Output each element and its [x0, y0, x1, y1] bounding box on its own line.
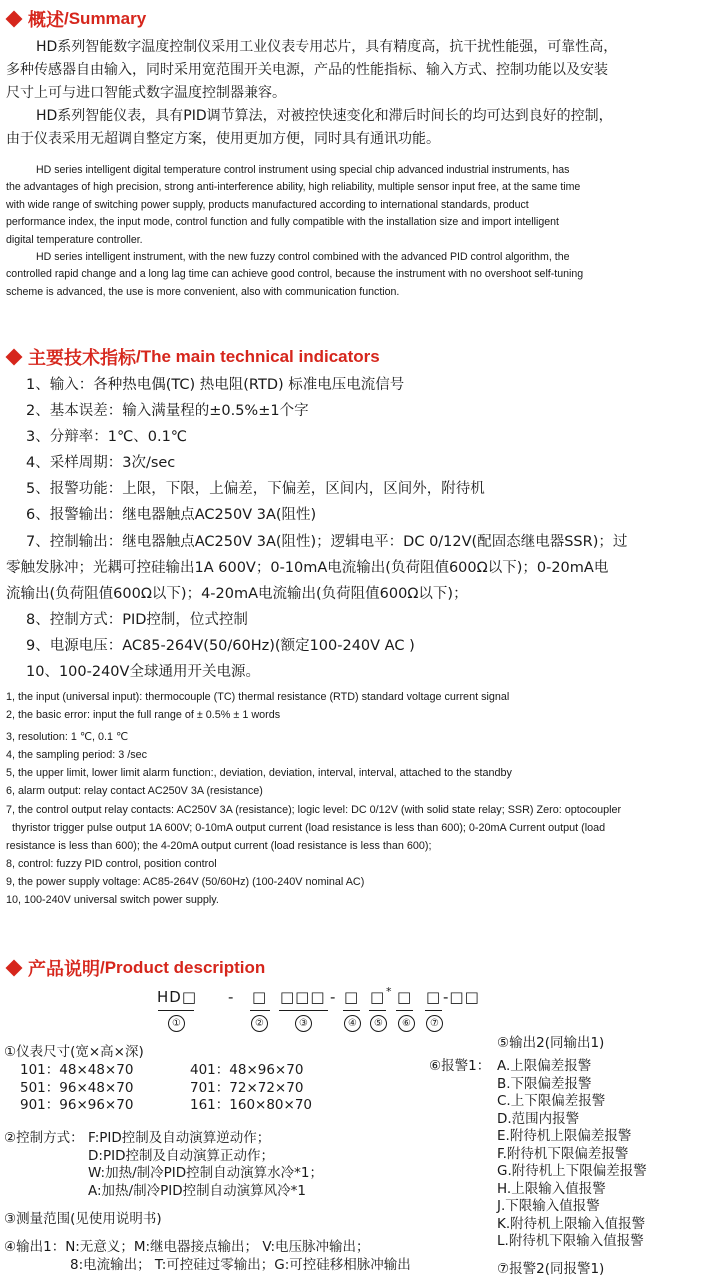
diamond-bullet-icon: [6, 349, 23, 366]
text-line: HD系列智能仪表，具有PID调节算法，对被控快速变化和滞后时间长的均可达到良好的控制，: [36, 108, 613, 124]
text-line: HD series intelligent instrument, with the new fuzzy control combined with the advanced PID control algorithm, the: [36, 251, 570, 264]
indicators-list-en: [6, 688, 621, 909]
list-item: W:加热/制冷PID控制自动演算水冷*1；: [88, 1165, 324, 1181]
control-title: ②控制方式：: [4, 1130, 84, 1146]
product-heading-en: /Product description: [100, 958, 266, 977]
indicators-heading-en: /The main technical indicators: [136, 347, 380, 366]
size-title: ①仪表尺寸(宽×高×深): [4, 1044, 144, 1060]
marker-5: ⑤: [370, 1015, 387, 1032]
list-item: 501：96×48×70: [20, 1079, 134, 1096]
code-seg7: □: [426, 988, 442, 1006]
list-item: C.上下限偏差报警: [497, 1093, 606, 1109]
list-item: 6、报警输出：继电器触点AC250V 3A(阻性): [26, 507, 317, 524]
indicators-heading: [6, 344, 380, 370]
list-item: 流输出(负荷阻值600Ω以下)；4-20mA电流输出(负荷阻值600Ω以下)；: [6, 585, 468, 602]
text-line: 多种传感器自由输入，同时采用宽范围开关电源，产品的性能指标、输入方式、控制功能以及安装: [6, 62, 608, 78]
code-underline: [250, 1010, 270, 1011]
list-item: G.附待机上下限偏差报警: [497, 1163, 647, 1179]
list-item: 零触发脉冲；光耦可控硅输出1A 600V；0-10mA电流输出(负荷阻值600Ω以下)；0-20mA电: [6, 559, 609, 576]
list-item: 101：48×48×70: [20, 1062, 134, 1078]
alarm1-label: ⑥报警1：: [429, 1058, 491, 1074]
summary-heading: [6, 6, 146, 32]
text-line: the advantages of high precision, strong anti-interference ability, high reliability, multiple sensor input free, at the same time: [6, 181, 581, 194]
list-item: 4、采样周期：3次/sec: [26, 455, 176, 472]
list-item: 401：48×96×70: [190, 1062, 304, 1078]
code-hd: HD□: [157, 988, 198, 1006]
code-underline: [343, 1010, 360, 1011]
list-item: F.附待机下限偏差报警: [497, 1145, 629, 1162]
diamond-bullet-icon: [6, 960, 23, 977]
code-underline: [396, 1010, 413, 1011]
list-item: 2、基本误差：输入满量程的±0.5%±1个字: [26, 403, 309, 420]
list-item: 9, the power supply voltage: AC85-264V (50/60Hz) (100-240V nominal AC): [6, 875, 365, 888]
list-item: D.范围内报警: [497, 1110, 580, 1127]
list-item: 1, the input (universal input): thermocouple (TC) thermal resistance (RTD) standard voltage current signal: [6, 691, 510, 703]
list-item: D:PID控制及自动演算正动作；: [88, 1147, 274, 1164]
list-item: 9、电源电压：AC85-264V(50/60Hz)(额定100-240V AC ): [26, 637, 415, 654]
text-line: performance index, the input mode, control function and fully compatible with the installation size and import intelligent: [6, 216, 559, 229]
diamond-bullet-icon: [6, 11, 23, 28]
list-item: resistance is less than 600); the 4-20mA output current (load resistance is less than 600);: [6, 839, 432, 852]
list-item: F:PID控制及自动演算逆动作；: [88, 1130, 271, 1146]
alarm1-list: [497, 1058, 647, 1251]
list-item: E.附待机上限偏差报警: [497, 1128, 632, 1144]
product-heading: [6, 955, 265, 981]
product-heading-cn: 产品说明: [28, 959, 100, 980]
list-item: H.上限输入值报警: [497, 1180, 606, 1197]
list-item: 3, resolution: 1 ℃, 0.1 ℃: [6, 731, 129, 744]
code-underline: [279, 1010, 328, 1011]
list-item: 901：96×96×70: [20, 1097, 134, 1113]
marker-7: ⑦: [426, 1015, 443, 1032]
list-item: A.上限偏差报警: [497, 1058, 592, 1074]
code-star: *: [386, 985, 393, 998]
output1-line1: ④输出1：N:无意义；M:继电器接点输出； V:电压脉冲输出；: [4, 1239, 370, 1255]
text-line: scheme is advanced, the use is more convenient, also with communication function.: [6, 285, 400, 298]
code-underline: [369, 1010, 386, 1011]
marker-6: ⑥: [398, 1015, 415, 1032]
control-list: [88, 1130, 323, 1200]
code-underline: [425, 1010, 442, 1011]
list-item: 6, alarm output: relay contact AC250V 3A (resistance): [6, 785, 263, 798]
text-line: 尺寸上可与进口智能式数字温度控制器兼容。: [6, 85, 286, 101]
code-seg4: □: [344, 988, 360, 1006]
summary-para-en: [6, 162, 583, 301]
text-line: with wide range of switching power supply, products manufactured according to international standards, product: [6, 198, 529, 211]
text-line: controlled rapid change and a long lag time can achieve good control, because the instrument with no overshoot self-tuning: [6, 268, 584, 281]
summary-heading-cn: 概述: [28, 10, 64, 31]
size-list-left: [20, 1062, 133, 1115]
list-item: K.附待机上限输入值报警: [497, 1215, 646, 1232]
range-title: ③测量范围(见使用说明书): [4, 1211, 162, 1227]
marker-2: ②: [251, 1015, 268, 1032]
code-seg3: □□□: [280, 988, 326, 1006]
list-item: B.下限偏差报警: [497, 1075, 592, 1092]
code-seg2: □: [252, 988, 268, 1006]
list-item: 10, 100-240V universal switch power supply.: [6, 894, 219, 907]
alarm2-title: ⑦报警2(同报警1): [497, 1261, 605, 1277]
text-line: HD series intelligent digital temperature control instrument using special chip advanced industrial instruments, has: [36, 164, 570, 176]
list-item: 10、100-240V全球通用开关电源。: [26, 664, 260, 681]
list-item: 5、报警功能：上限，下限，上偏差，下偏差，区间内，区间外，附待机: [26, 481, 485, 498]
list-item: 7、控制输出：继电器触点AC250V 3A(阻性)；逻辑电平：DC 0/12V(配固态继电器SSR)；过: [26, 533, 628, 550]
list-item: 7, the control output relay contacts: AC250V 3A (resistance); logic level: DC 0/12V (with solid state relay; SSR) Zero: optocoupler: [6, 803, 622, 816]
list-item: 8, control: fuzzy PID control, position control: [6, 857, 217, 870]
indicators-list-cn: [6, 372, 627, 685]
list-item: 2, the basic error: input the full range of ± 0.5% ± 1 words: [6, 709, 281, 722]
list-item: thyristor trigger pulse output 1A 600V; 0-10mA output current (load resistance is less than 600); 0-20mA Current output (load: [12, 821, 606, 834]
marker-3: ③: [295, 1015, 312, 1032]
text-line: HD系列智能数字温度控制仪采用工业仪表专用芯片，具有精度高，抗干扰性能强，可靠性高，: [36, 39, 618, 55]
list-item: J.下限输入值报警: [497, 1198, 600, 1214]
code-dash: -: [330, 988, 337, 1006]
size-list-right: [190, 1062, 312, 1115]
text-line: 由于仪表采用无超调自整定方案，使用更加方便，同时具有通讯功能。: [6, 131, 440, 147]
text-line: digital temperature controller.: [6, 233, 143, 246]
list-item: A:加热/制冷PID控制自动演算风冷*1: [88, 1182, 306, 1199]
list-item: 701：72×72×70: [190, 1079, 304, 1096]
code-seg6: □: [397, 988, 413, 1006]
list-item: 1、输入：各种热电偶(TC) 热电阻(RTD) 标准电压电流信号: [26, 377, 405, 393]
indicators-heading-cn: 主要技术指标: [28, 348, 136, 369]
output2-title: ⑤输出2(同输出1): [497, 1035, 605, 1051]
summary-heading-en: /Summary: [64, 9, 147, 28]
code-tail: -□□: [443, 988, 480, 1006]
summary-para1-cn: [6, 36, 617, 151]
list-item: 4, the sampling period: 3 /sec: [6, 749, 148, 762]
code-dash: -: [228, 988, 235, 1006]
marker-1: ①: [168, 1015, 185, 1032]
output1-line2: 8:电流输出； T:可控硅过零输出；G:可控硅移相脉冲输出: [70, 1257, 411, 1273]
list-item: 8、控制方式：PID控制，位式控制: [26, 611, 248, 628]
list-item: 5, the upper limit, lower limit alarm function:, deviation, deviation, interval, interval, attached to the standby: [6, 767, 512, 780]
list-item: 3、分辩率：1℃、0.1℃: [26, 429, 188, 446]
code-seg5: □: [370, 988, 386, 1006]
marker-4: ④: [344, 1015, 361, 1032]
list-item: 161：160×80×70: [190, 1097, 313, 1113]
code-underline: [158, 1010, 194, 1011]
list-item: L.附待机下限输入值报警: [497, 1233, 644, 1249]
